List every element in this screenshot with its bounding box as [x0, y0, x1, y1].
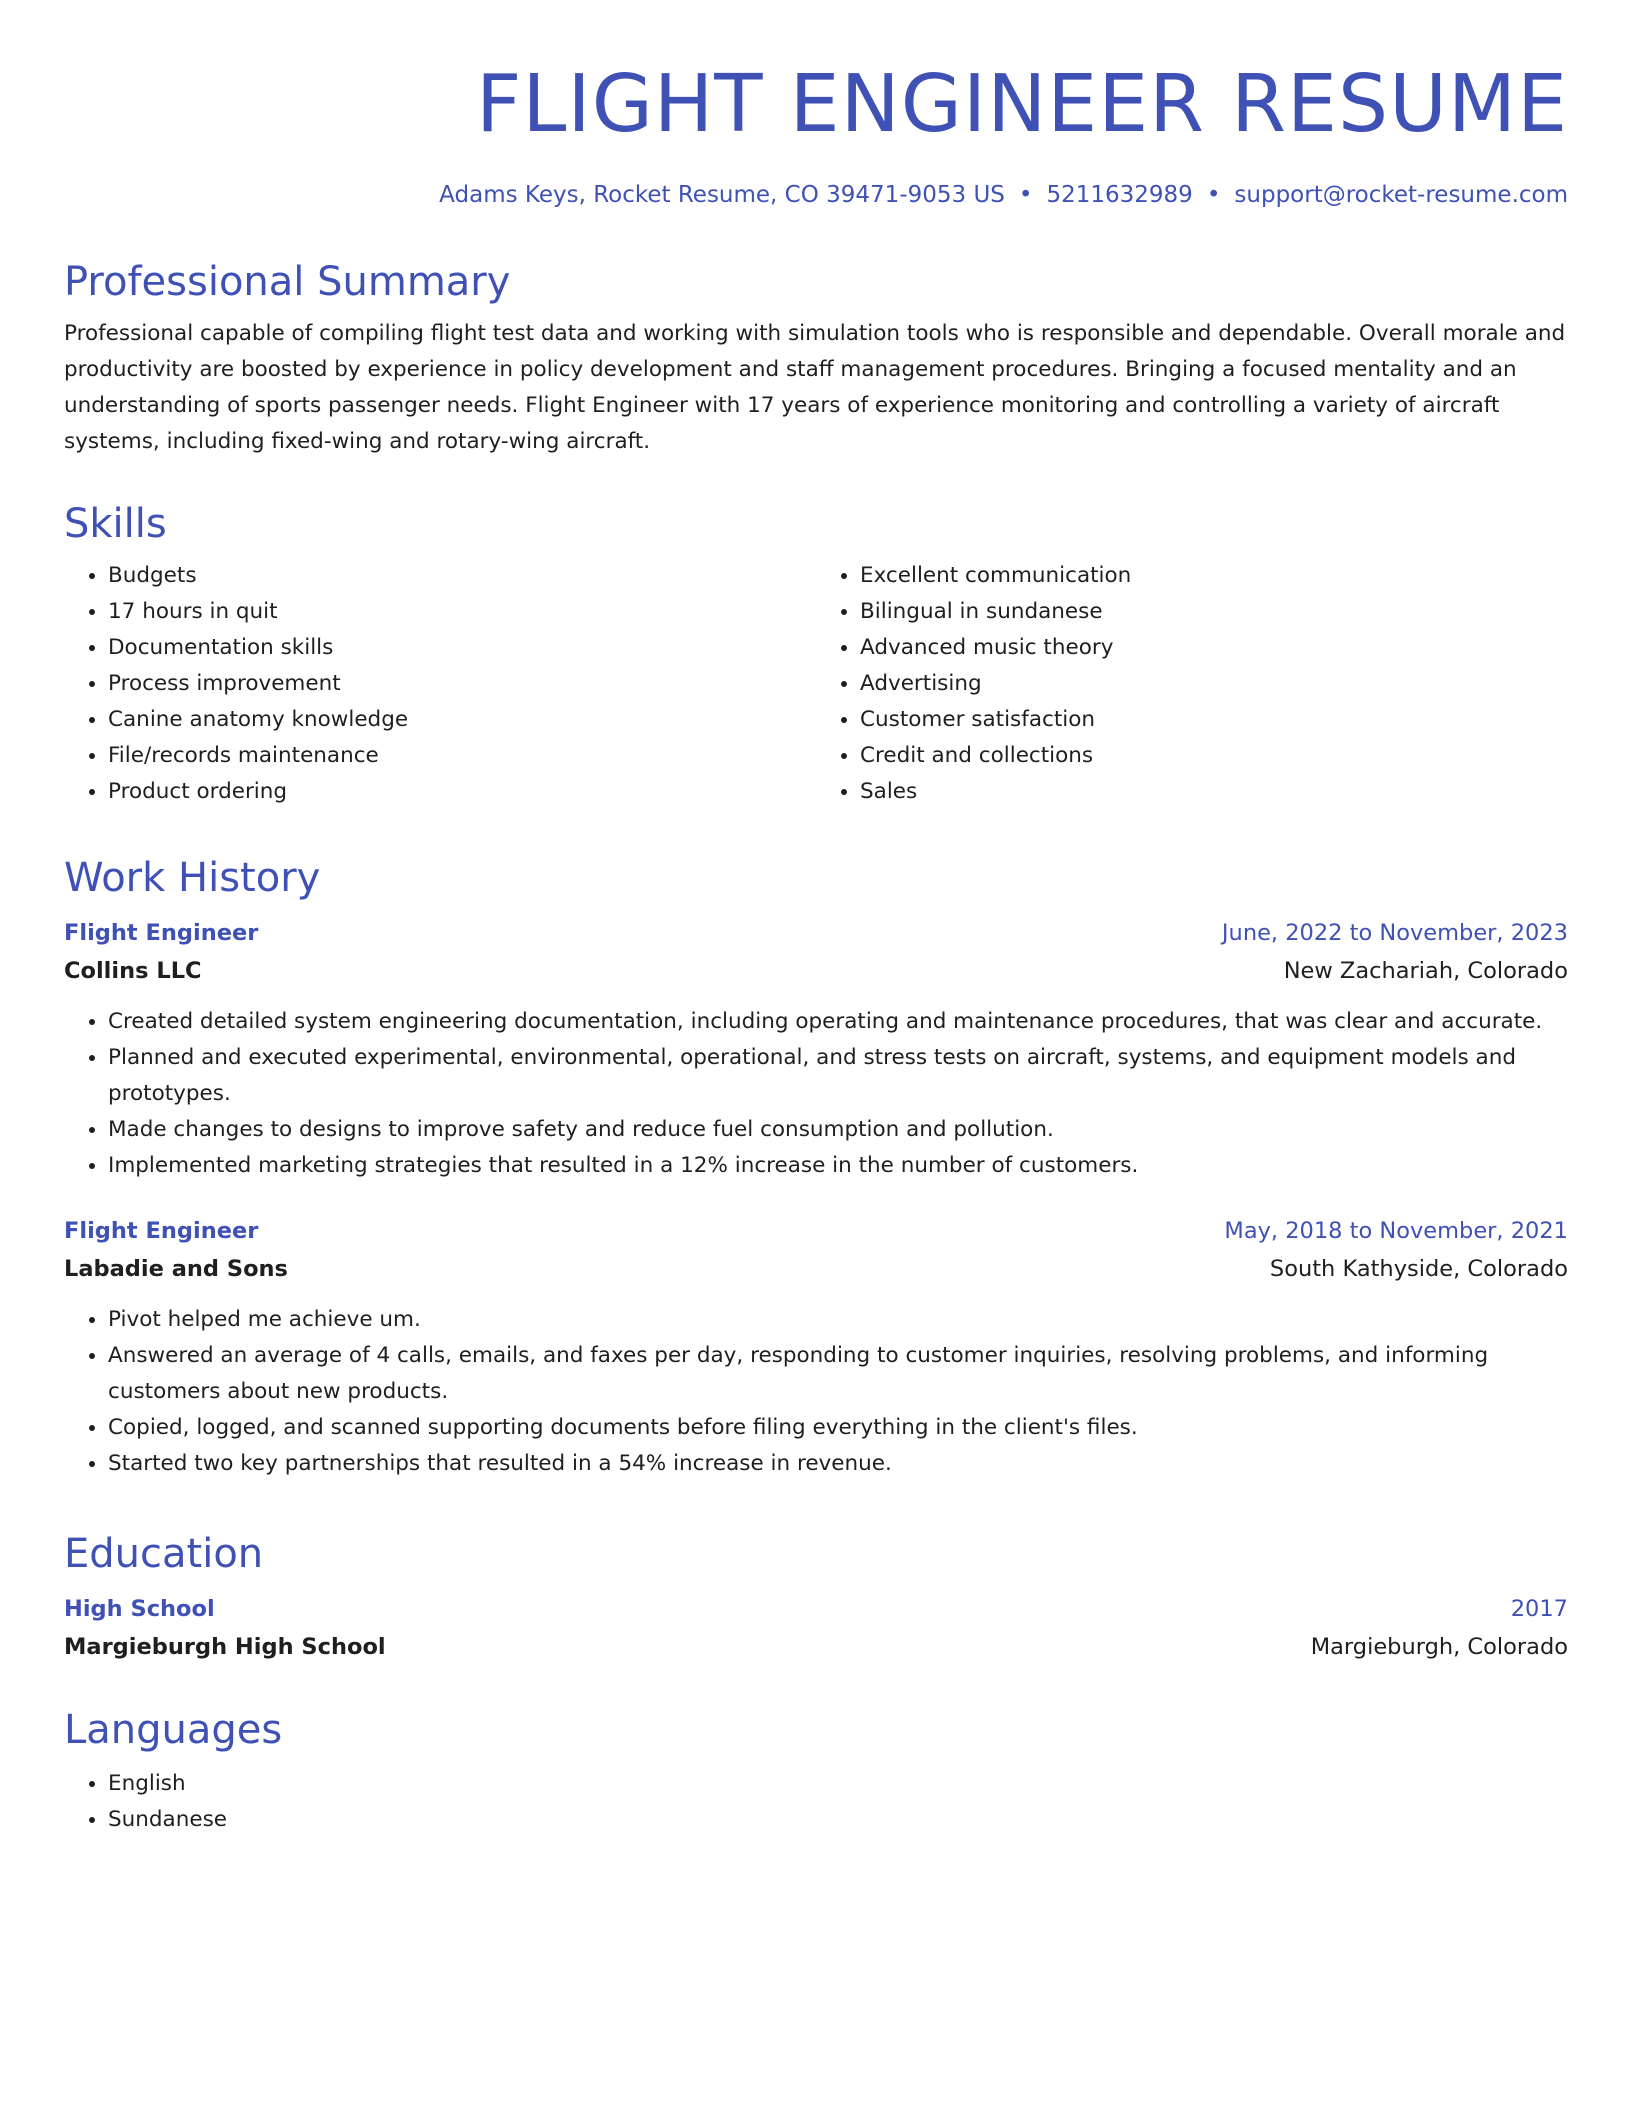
- skill-item: • 17 hours in quit: [108, 594, 816, 630]
- skill-item: • Credit and collections: [860, 738, 1568, 774]
- job-bullet: • Planned and executed experimental, environmental, operational, and stress tests on aircraft, systems, and equipment models and prototypes.: [108, 1040, 1568, 1112]
- education-location: Margieburgh, Colorado: [1310, 1634, 1568, 1660]
- work-history-section: [64, 854, 1568, 1482]
- job-dates: June, 2022 to November, 2023: [1221, 920, 1568, 946]
- job-dates: May, 2018 to November, 2021: [1224, 1218, 1568, 1244]
- job-header: [64, 914, 1568, 952]
- skills-list-left: [64, 558, 816, 810]
- resume-title: FLIGHT ENGINEER RESUME: [475, 58, 1568, 150]
- skills-section: [64, 500, 1568, 810]
- work-history-heading: Work History: [64, 855, 321, 901]
- contact-separator: •: [1206, 182, 1221, 208]
- contact-line: [439, 179, 1568, 211]
- education-entry: [64, 1590, 1568, 1666]
- skill-item: • Documentation skills: [108, 630, 816, 666]
- contact-phone: 5211632989: [1046, 182, 1193, 208]
- job-subheader: [64, 952, 1568, 990]
- education-school: Margieburgh High School: [64, 1634, 386, 1660]
- skill-item: • Advertising: [860, 666, 1568, 702]
- languages-section: [64, 1706, 1568, 1838]
- education-degree: High School: [64, 1596, 215, 1622]
- skill-item: • Customer satisfaction: [860, 702, 1568, 738]
- job-title: Flight Engineer: [64, 920, 259, 946]
- skill-item: • Advanced music theory: [860, 630, 1568, 666]
- skill-item: • Canine anatomy knowledge: [108, 702, 816, 738]
- skill-item: • Excellent communication: [860, 558, 1568, 594]
- skill-item: • File/records maintenance: [108, 738, 816, 774]
- job-bullet: • Answered an average of 4 calls, emails, and faxes per day, responding to customer inquiries, resolving problems, and informing customers about new products.: [108, 1338, 1568, 1410]
- skills-columns: [64, 558, 1568, 810]
- job-bullets: [64, 1302, 1568, 1482]
- languages-heading: Languages: [64, 1707, 283, 1753]
- contact-address: Adams Keys, Rocket Resume, CO 39471-9053 US: [439, 182, 1005, 208]
- summary-text: Professional capable of compiling flight test data and working with simulation tools who is responsible and dependable. Overall morale and productivity are boosted by experience in policy development and staff management procedures. Bringing a focused mentality and an understanding of sports passenger needs. Flight Engineer with 17 years of experience monitoring and controlling a variety of aircraft systems, including fixed-wing and rotary-wing aircraft.: [64, 321, 1566, 454]
- skill-item: • Budgets: [108, 558, 816, 594]
- job-bullet: • Created detailed system engineering documentation, including operating and maintenance procedures, that was clear and accurate.: [108, 1004, 1568, 1040]
- skill-item: • Sales: [860, 774, 1568, 810]
- skills-list-right: [816, 558, 1568, 810]
- skills-heading: Skills: [64, 501, 167, 547]
- languages-list: [64, 1766, 1568, 1838]
- skill-item: • Process improvement: [108, 666, 816, 702]
- job-company: Labadie and Sons: [64, 1256, 288, 1282]
- contact-email[interactable]: support@rocket-resume.com: [1234, 182, 1568, 208]
- education-section: [64, 1530, 1568, 1666]
- job-bullet: • Pivot helped me achieve um.: [108, 1302, 1568, 1338]
- summary-heading: Professional Summary: [64, 259, 511, 305]
- education-heading: Education: [64, 1531, 264, 1577]
- job-company: Collins LLC: [64, 958, 202, 984]
- skill-item: • Product ordering: [108, 774, 816, 810]
- job-location: New Zachariah, Colorado: [1283, 958, 1568, 984]
- job-bullets: [64, 1004, 1568, 1184]
- job-bullet: • Implemented marketing strategies that resulted in a 12% increase in the number of customers.: [108, 1148, 1568, 1184]
- job-bullet: • Made changes to designs to improve safety and reduce fuel consumption and pollution.: [108, 1112, 1568, 1148]
- job-entry: [64, 1212, 1568, 1482]
- job-header: [64, 1212, 1568, 1250]
- job-entry: [64, 914, 1568, 1184]
- language-item: • Sundanese: [108, 1802, 1568, 1838]
- skill-item: • Bilingual in sundanese: [860, 594, 1568, 630]
- job-title: Flight Engineer: [64, 1218, 259, 1244]
- language-item: • English: [108, 1766, 1568, 1802]
- job-bullet: • Copied, logged, and scanned supporting documents before filing everything in the client's files.: [108, 1410, 1568, 1446]
- contact-separator: •: [1018, 182, 1033, 208]
- education-header: [64, 1590, 1568, 1628]
- education-year: 2017: [1510, 1596, 1568, 1622]
- job-subheader: [64, 1250, 1568, 1288]
- education-subheader: [64, 1628, 1568, 1666]
- job-location: South Kathyside, Colorado: [1269, 1256, 1568, 1282]
- summary-section: [64, 258, 1568, 460]
- job-bullet: • Started two key partnerships that resulted in a 54% increase in revenue.: [108, 1446, 1568, 1482]
